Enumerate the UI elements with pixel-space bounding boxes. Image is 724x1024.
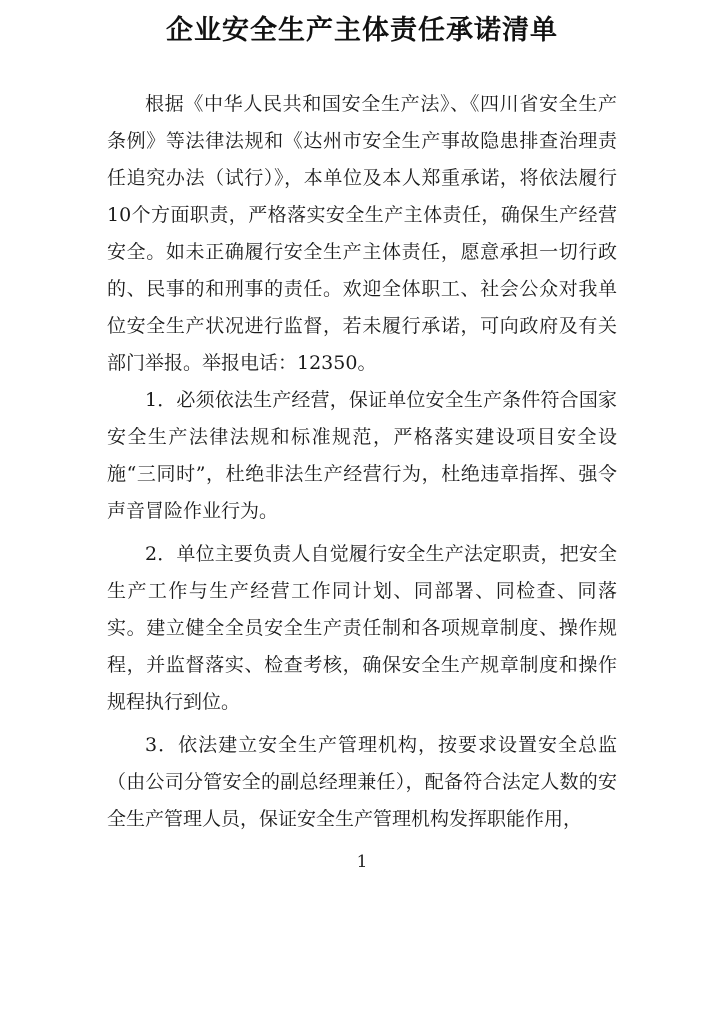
document-body xyxy=(107,86,617,838)
page-number: 1 xyxy=(356,852,368,872)
clause-1-paragraph: 1．必须依法生产经营，保证单位安全生产条件符合国家安全生产法律法规和标准规范，严格落实建设项目安全设施“三同时”，杜绝非法生产经营行为，杜绝违章指挥、强令声音冒险作业行为。 xyxy=(107,389,617,522)
clause-3-paragraph: 3．依法建立安全生产管理机构，按要求设置安全总监（由公司分管安全的副总经理兼任），配备符合法定人数的安全生产管理人员，保证安全生产管理机构发挥职能作用， xyxy=(107,734,617,830)
clause-2-paragraph: 2．单位主要负责人自觉履行安全生产法定职责，把安全生产工作与生产经营工作同计划、同部署、同检查、同落实。建立健全全员安全生产责任制和各项规章制度、操作规程，并监督落实、检查考核，确保安全生产规章制度和操作规程执行到位。 xyxy=(107,543,617,713)
document-title: 企业安全生产主体责任承诺清单 xyxy=(166,15,558,46)
intro-paragraph: 根据《中华人民共和国安全生产法》、《四川省安全生产条例》等法律法规和《达州市安全生产事故隐患排查治理责任追究办法（试行）》，本单位及本人郑重承诺，将依法履行10个方面职责，严格落实安全生产主体责任，确保生产经营安全。如未正确履行安全生产主体责任，愿意承担一切行政的、民事的和刑事的责任。欢迎全体职工、社会公众对我单位安全生产状况进行监督，若未履行承诺，可向政府及有关部门举报。举报电话：12350。 xyxy=(107,93,617,374)
